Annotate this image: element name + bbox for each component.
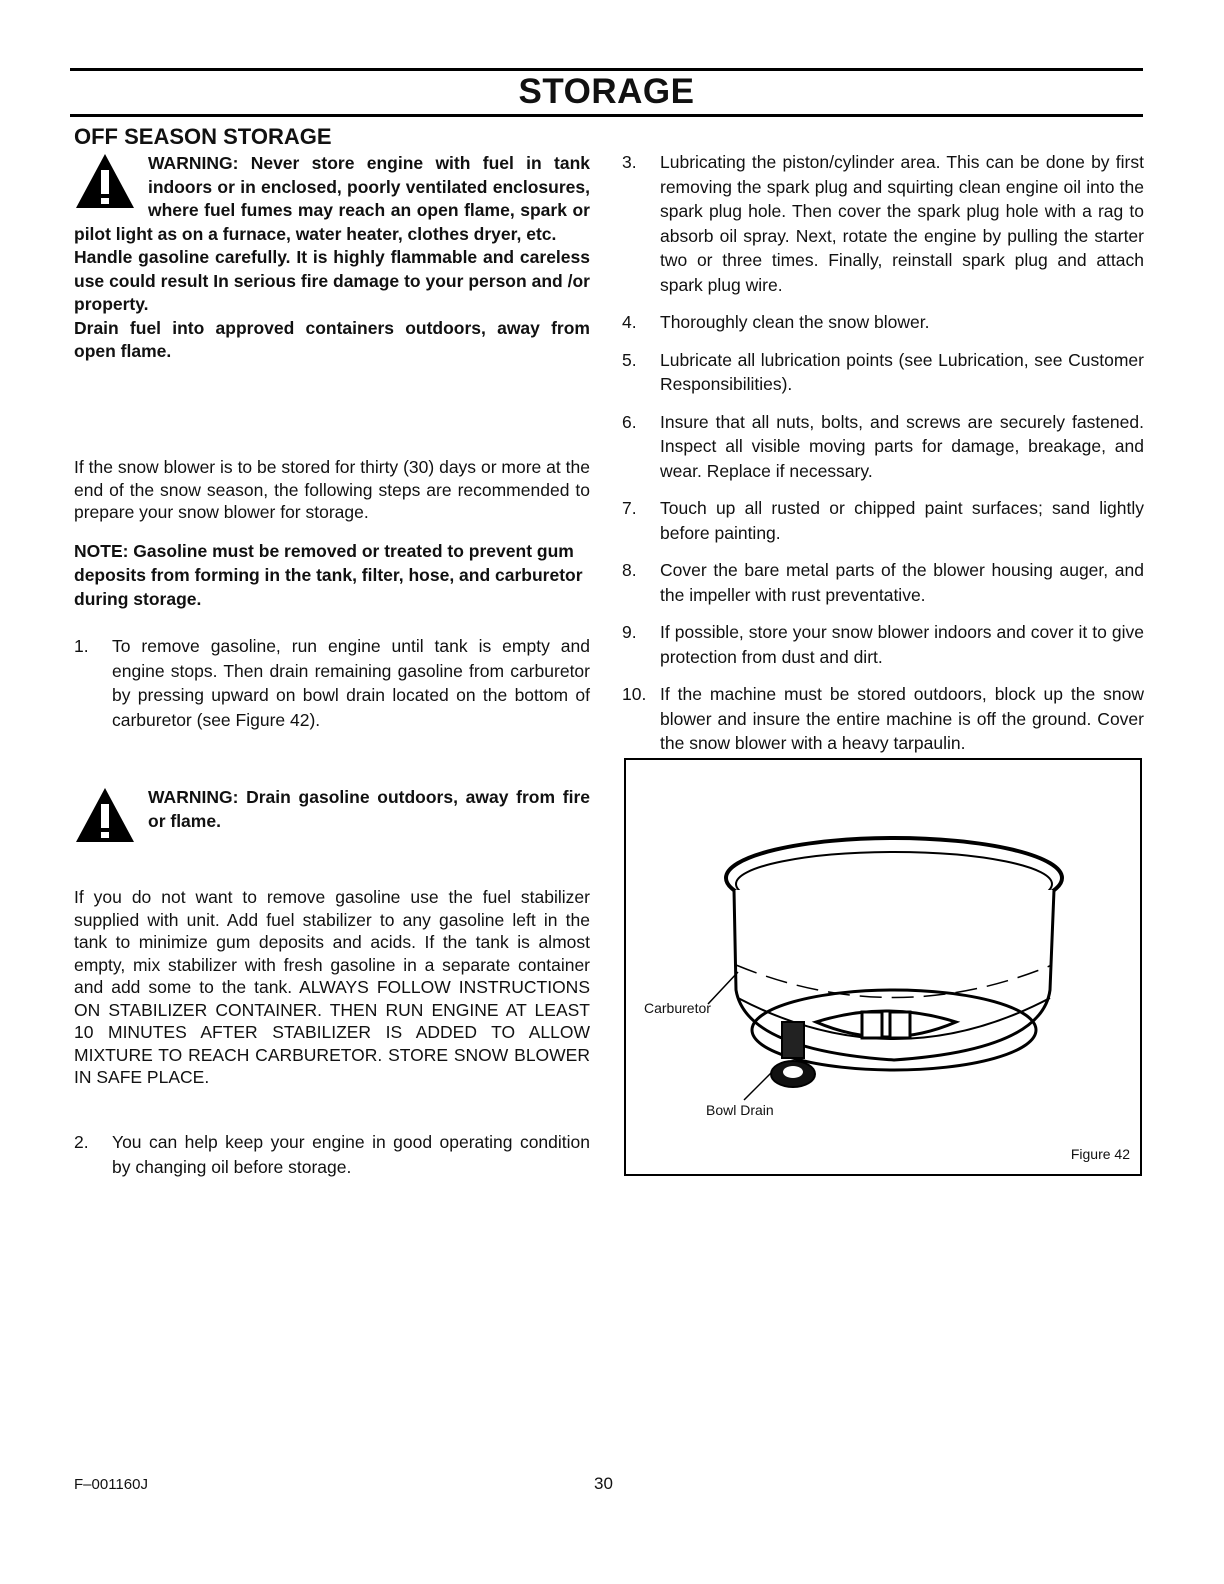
step-number: 6. (622, 411, 637, 432)
list-item (622, 348, 1144, 397)
list-item (74, 634, 590, 732)
intro-paragraph: If the snow blower is to be stored for thirty (30) days or more at the end of the snow season, the following steps are recommended to prepare your snow blower for storage. (74, 457, 590, 522)
page-title: STORAGE (518, 72, 695, 111)
list-item (622, 310, 1144, 335)
steps-list-left-2 (74, 1130, 590, 1179)
step-number: 1. (74, 636, 89, 656)
step-number: 3. (622, 152, 637, 172)
warning-fuel-text: WARNING: Never store engine with fuel in tank indoors or in enclosed, poorly ventilated enclosures, where fuel fumes may reach an open flame, spark or pilot light as on a furnace, water heater, clothes dryer, etc. (74, 153, 590, 244)
bowl-drain-label: Bowl Drain (706, 1102, 774, 1118)
step-number: 2. (74, 1132, 89, 1152)
warning-handle-gasoline-text: Handle gasoline carefully. It is highly flammable and careless use could result In serious fire damage to your person and /or property. (74, 247, 590, 314)
warning-block-drain (74, 786, 590, 846)
warning-triangle-icon (74, 786, 140, 846)
list-item (622, 682, 1144, 756)
list-item (622, 496, 1144, 545)
title-rule-top (70, 68, 1143, 71)
step-text: Insure that all nuts, bolts, and screws are securely fastened. Inspect all visible moving parts for damage, breakage, and wear. Replace if necessary. (660, 411, 1144, 481)
title-rule-bottom (70, 114, 1143, 117)
carburetor-bowl-illustration (626, 760, 1140, 1174)
step-number: 9. (622, 622, 637, 642)
figure-caption: Figure 42 (1070, 1146, 1130, 1162)
step-text: If the machine must be stored outdoors, block up the snow blower and insure the entire machine is off the ground. Cover the snow blower with a heavy tarpaulin. (660, 684, 1144, 753)
step-text: Lubricating the piston/cylinder area. This can be done by first removing the spark plug and squirting clean engine oil into the spark plug hole. Then cover the spark plug hole with a rag to absorb oil spray. Next, rotate the engine by pulling the starter two or three times. Finally, reinstall spark plug and attach spark plug wire. (660, 152, 1144, 295)
list-item (622, 410, 1144, 484)
step-number: 10. (622, 684, 647, 704)
step-text: If possible, store your snow blower indoors and cover it to give protection from dust and dirt. (660, 622, 1144, 667)
list-item (622, 620, 1144, 669)
warning-drain-fuel-text: Drain fuel into approved containers outdoors, away from open flame. (74, 317, 590, 361)
step-number: 4. (622, 312, 637, 332)
step-text: Cover the bare metal parts of the blower housing auger, and the impeller with rust preventative. (660, 560, 1144, 605)
figure-42 (624, 758, 1142, 1176)
steps-list-left-1 (74, 634, 590, 732)
section-heading: OFF SEASON STORAGE (74, 124, 332, 149)
list-item (622, 150, 1144, 297)
step-text: Lubricate all lubrication points (see Lubrication, see Customer Responsibilities). (660, 349, 1144, 394)
warning-drain-gasoline-text: WARNING: Drain gasoline outdoors, away from fire or flame. (148, 787, 590, 831)
step-number: 8. (622, 560, 637, 580)
step-text: Thoroughly clean the snow blower. (660, 312, 930, 332)
step-text: You can help keep your engine in good operating condition by changing oil before storage. (112, 1132, 590, 1177)
list-item (74, 1130, 590, 1179)
warning-block-fuel (74, 152, 590, 364)
footer-document-code: F–001160J (74, 1476, 148, 1493)
note-paragraph: NOTE: Gasoline must be removed or treated to prevent gum deposits from forming in the tank, filter, hose, and carburetor during storage. (74, 541, 583, 609)
list-item (622, 558, 1144, 607)
stabilizer-paragraph: If you do not want to remove gasoline use the fuel stabilizer supplied with unit. Add fuel stabilizer to any gasoline left in the tank to minimize gum deposits and acids. If the tank is almost empty, mix stabilizer with fresh gasoline in a separate container and add some to the tank. ALWAYS FOLLOW INSTRUCTIONS ON STABILIZER CONTAINER. THEN RUN ENGINE AT LEAST 10 MINUTES AFTER STABILIZER IS ADDED TO ALLOW MIXTURE TO REACH CARBURETOR. STORE SNOW BLOWER IN SAFE PLACE. (74, 887, 590, 1087)
step-text: To remove gasoline, run engine until tank is empty and engine stops. Then drain remaining gasoline from carburetor by pressing upward on bowl drain located on the bottom of carburetor (see Figure 42). (112, 636, 590, 730)
carburetor-label: Carburetor (644, 1000, 711, 1016)
step-number: 5. (622, 349, 637, 370)
steps-list-right (622, 150, 1144, 756)
warning-triangle-icon (74, 152, 140, 212)
step-text: Touch up all rusted or chipped paint surfaces; sand lightly before painting. (660, 498, 1144, 543)
page-number: 30 (594, 1474, 613, 1493)
step-number: 7. (622, 498, 637, 518)
